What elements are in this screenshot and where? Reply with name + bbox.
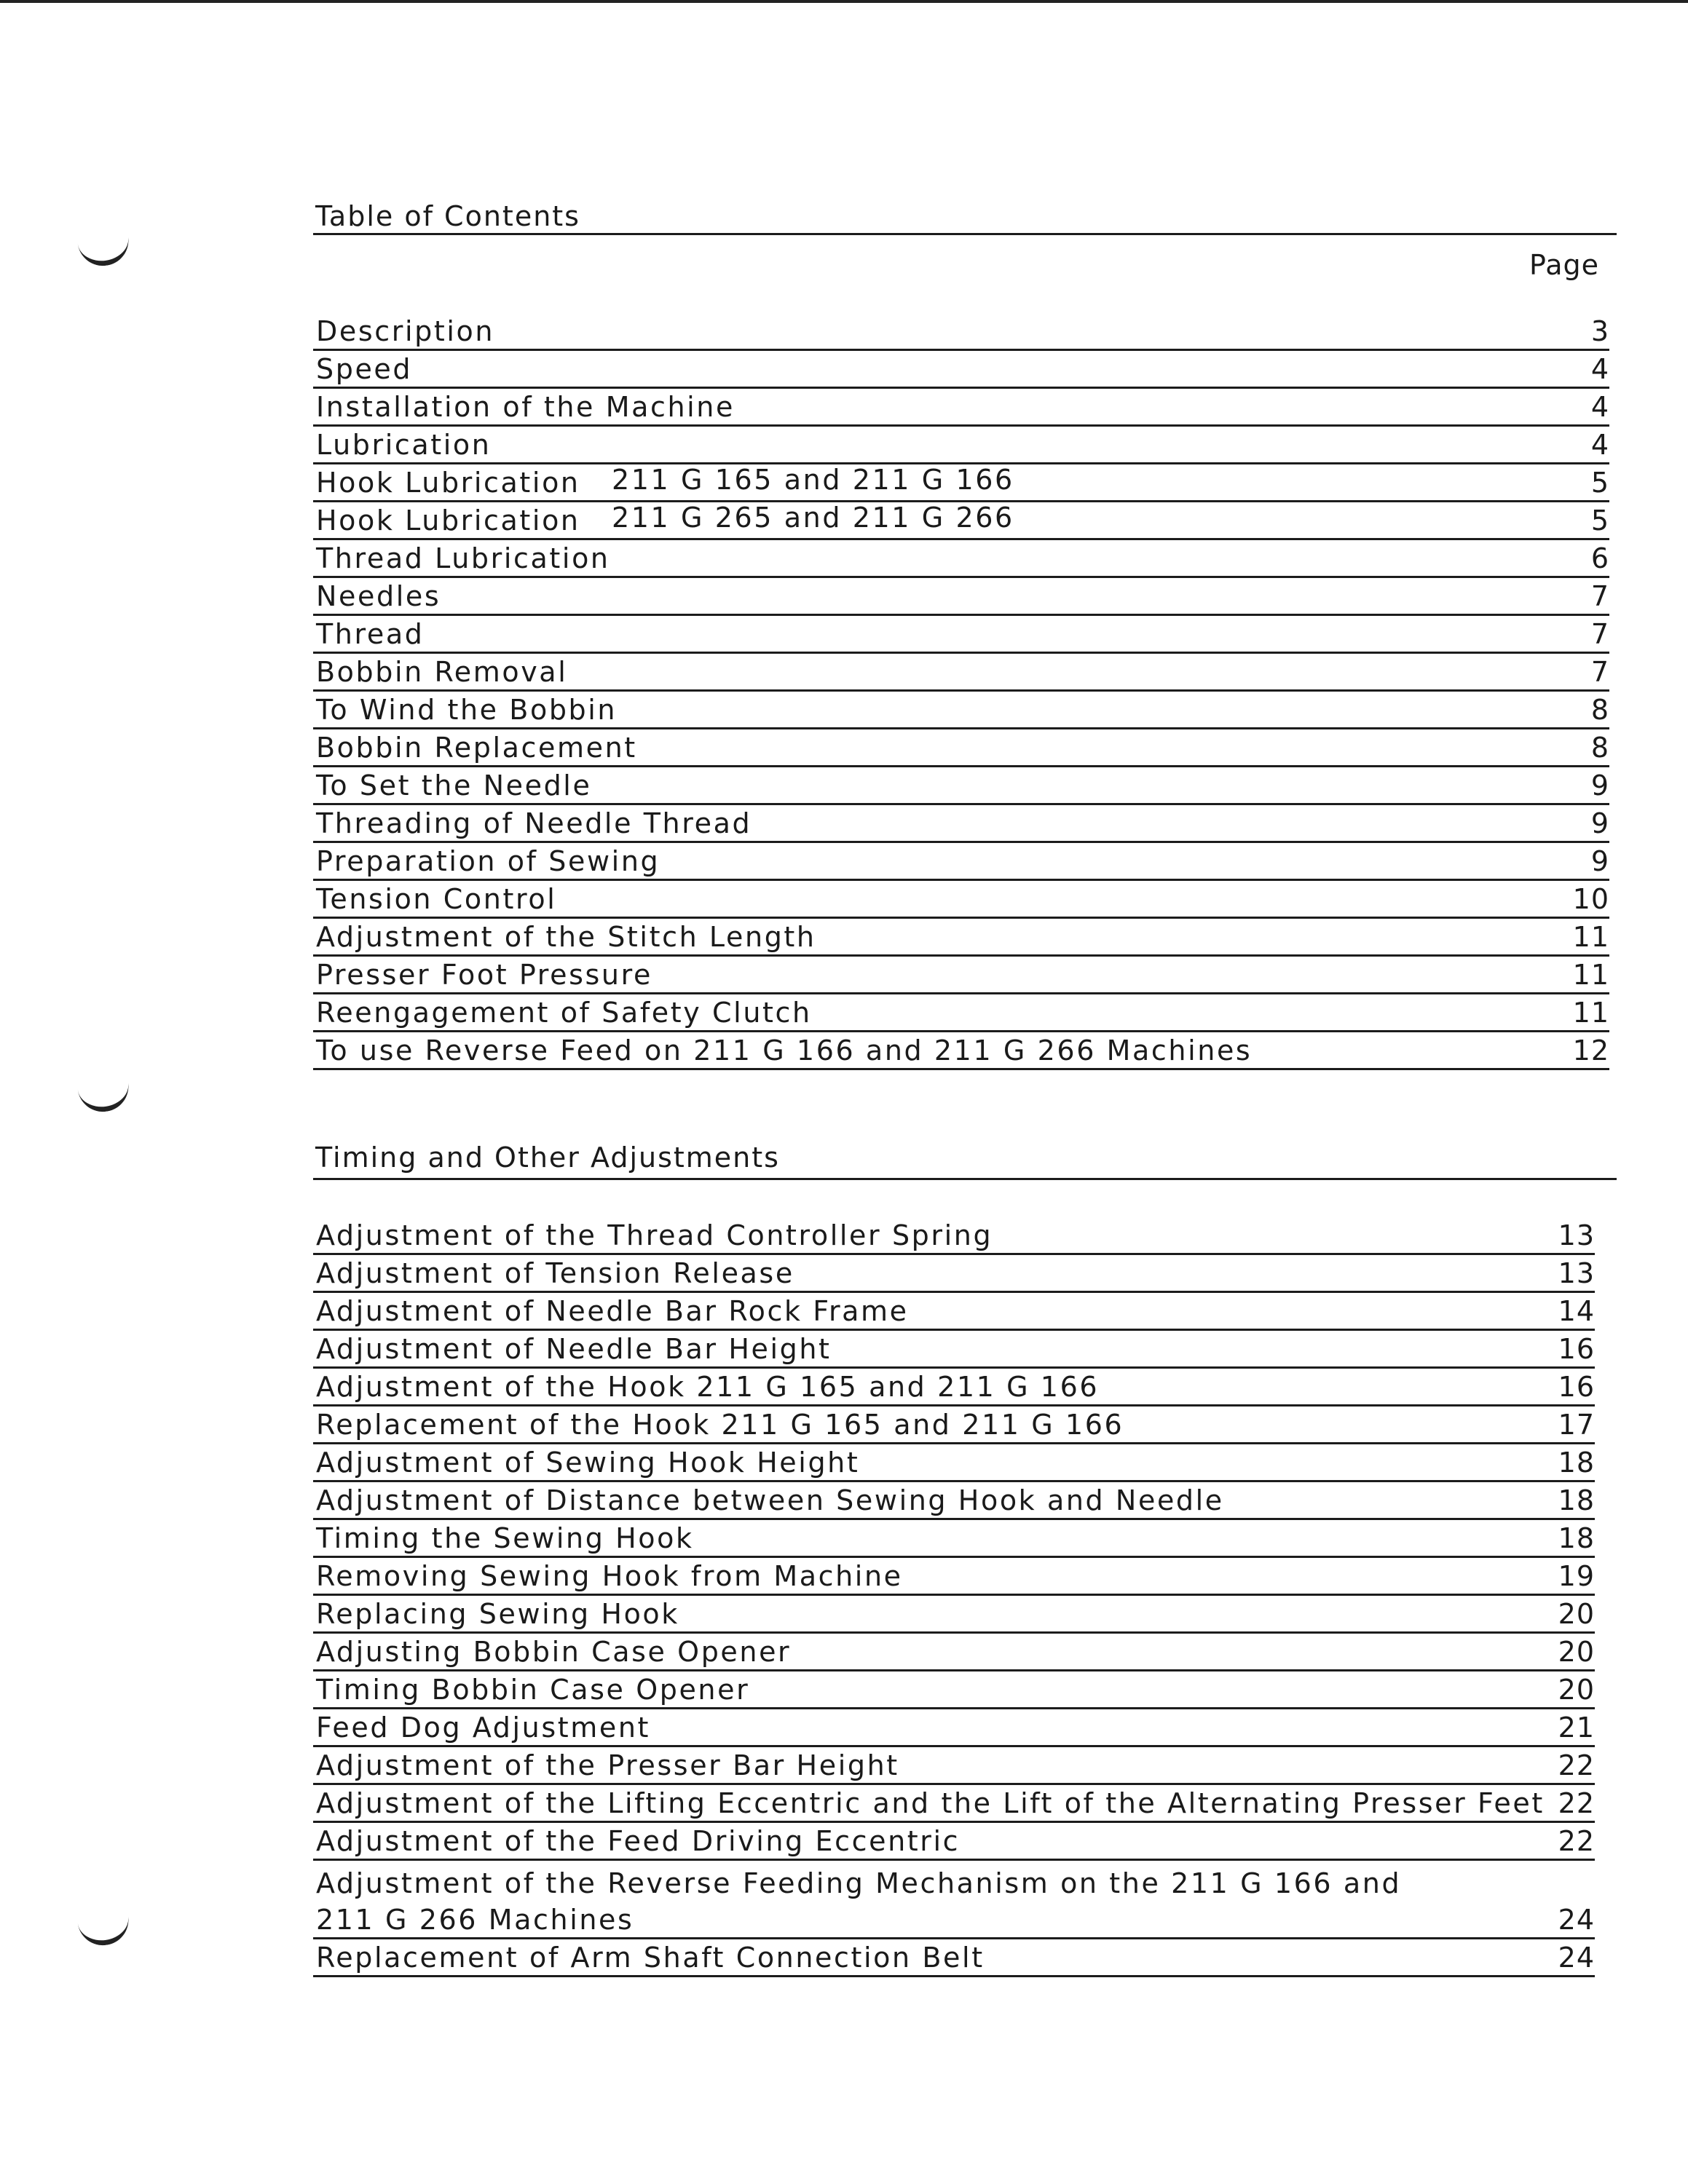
toc-entry bbox=[313, 1293, 1595, 1331]
toc-entry bbox=[313, 1747, 1595, 1785]
toc-entry bbox=[313, 1520, 1595, 1558]
toc-entry bbox=[313, 1406, 1595, 1444]
toc-entry bbox=[313, 692, 1609, 729]
punch-hole-mark bbox=[76, 228, 132, 269]
entry-label: Speed bbox=[316, 353, 413, 386]
entry-label: Description bbox=[316, 315, 495, 348]
toc-entry bbox=[313, 881, 1609, 919]
entry-label: To Wind the Bobbin bbox=[316, 694, 618, 727]
toc-entry bbox=[313, 729, 1609, 767]
entry-label: Removing Sewing Hook from Machine bbox=[316, 1560, 903, 1593]
entry-label: Reengagement of Safety Clutch bbox=[316, 997, 812, 1029]
entry-label: Timing the Sewing Hook bbox=[316, 1522, 694, 1555]
entry-page: 22 bbox=[1558, 1749, 1595, 1782]
entry-label: Installation of the Machine bbox=[316, 391, 735, 424]
toc-list bbox=[313, 313, 1609, 1070]
entry-page: 6 bbox=[1590, 542, 1609, 575]
toc-entry bbox=[313, 464, 1609, 502]
toc-entry bbox=[313, 540, 1609, 578]
entry-label: Adjustment of the Stitch Length bbox=[316, 921, 816, 954]
entry-page: 16 bbox=[1558, 1333, 1595, 1366]
toc-entry bbox=[313, 1785, 1595, 1823]
toc-entry bbox=[313, 654, 1609, 692]
toc-entry bbox=[313, 1331, 1595, 1369]
entry-page: 18 bbox=[1558, 1447, 1595, 1479]
toc-entry bbox=[313, 1709, 1595, 1747]
entry-page: 10 bbox=[1572, 883, 1609, 916]
toc-entry bbox=[313, 427, 1609, 464]
entry-page: 11 bbox=[1572, 921, 1609, 954]
entry-page: 8 bbox=[1590, 694, 1609, 727]
entry-page: 4 bbox=[1590, 429, 1609, 462]
entry-page: 14 bbox=[1558, 1295, 1595, 1328]
page-column-label: Page bbox=[1529, 249, 1599, 281]
toc-entry bbox=[313, 805, 1609, 843]
entry-page: 7 bbox=[1590, 618, 1609, 651]
entry-label: Tension Control bbox=[316, 883, 557, 916]
toc-entry bbox=[313, 1634, 1595, 1671]
entry-page: 7 bbox=[1590, 580, 1609, 613]
toc-entry bbox=[313, 578, 1609, 616]
entry-page: 9 bbox=[1590, 845, 1609, 878]
entry-label: Adjusting Bobbin Case Opener bbox=[316, 1636, 792, 1669]
entry-page: 4 bbox=[1590, 391, 1609, 424]
entry-page: 8 bbox=[1590, 732, 1609, 764]
entry-label: Thread bbox=[316, 618, 425, 651]
entry-page: 18 bbox=[1558, 1522, 1595, 1555]
entry-label: Adjustment of Tension Release bbox=[316, 1257, 794, 1290]
entry-label: Adjustment of Distance between Sewing Hook and Needle bbox=[316, 1484, 1224, 1517]
entry-page: 17 bbox=[1558, 1409, 1595, 1441]
entry-label: Threading of Needle Thread bbox=[316, 807, 752, 840]
entry-page: 5 bbox=[1590, 467, 1609, 499]
entry-page: 22 bbox=[1558, 1787, 1595, 1820]
entry-page: 22 bbox=[1558, 1825, 1595, 1858]
entry-models: 211 G 165 and 211 G 166 bbox=[612, 464, 1014, 496]
toc-entry bbox=[313, 1861, 1595, 1939]
entry-label: Replacement of Arm Shaft Connection Belt bbox=[316, 1942, 985, 1974]
entry-label: Hook Lubrication bbox=[316, 505, 580, 537]
toc-entry bbox=[313, 502, 1609, 540]
entry-label: Adjustment of Sewing Hook Height bbox=[316, 1447, 860, 1479]
entry-label: Hook Lubrication bbox=[316, 467, 580, 499]
toc-entry bbox=[313, 1939, 1595, 1977]
entry-label: Lubrication bbox=[316, 429, 492, 462]
timing-list bbox=[313, 1217, 1595, 1977]
timing-section-title: Timing and Other Adjustments bbox=[315, 1142, 780, 1174]
toc-entry bbox=[313, 1482, 1595, 1520]
entry-label: Adjustment of Needle Bar Rock Frame bbox=[316, 1295, 909, 1328]
entry-label-continued: 211 G 266 Machines bbox=[316, 1904, 634, 1936]
entry-page: 24 bbox=[1558, 1942, 1595, 1974]
entry-label: To Set the Needle bbox=[316, 769, 592, 802]
toc-entry bbox=[313, 843, 1609, 881]
entry-label: Needles bbox=[316, 580, 441, 613]
toc-entry bbox=[313, 351, 1609, 389]
timing-title-rule bbox=[313, 1178, 1617, 1180]
entry-page: 12 bbox=[1572, 1034, 1609, 1067]
toc-entry bbox=[313, 1369, 1595, 1406]
scan-top-edge bbox=[0, 0, 1688, 3]
toc-entry bbox=[313, 1032, 1609, 1070]
entry-page: 9 bbox=[1590, 769, 1609, 802]
entry-label: Adjustment of the Hook 211 G 165 and 211 G 166 bbox=[316, 1371, 1100, 1404]
entry-page: 13 bbox=[1558, 1257, 1595, 1290]
entry-page: 13 bbox=[1558, 1219, 1595, 1252]
entry-label: Preparation of Sewing bbox=[316, 845, 660, 878]
entry-label: Adjustment of the Reverse Feeding Mechanism on the 211 G 166 and bbox=[316, 1867, 1402, 1900]
entry-models: 211 G 265 and 211 G 266 bbox=[612, 502, 1014, 534]
toc-entry bbox=[313, 957, 1609, 994]
entry-page: 11 bbox=[1572, 997, 1609, 1029]
punch-hole-mark bbox=[76, 1074, 132, 1115]
toc-entry bbox=[313, 1671, 1595, 1709]
toc-entry bbox=[313, 1217, 1595, 1255]
toc-entry bbox=[313, 767, 1609, 805]
entry-label: Feed Dog Adjustment bbox=[316, 1712, 651, 1744]
entry-page: 5 bbox=[1590, 505, 1609, 537]
entry-page: 20 bbox=[1558, 1636, 1595, 1669]
entry-label: Adjustment of the Thread Controller Spring bbox=[316, 1219, 993, 1252]
entry-page: 4 bbox=[1590, 353, 1609, 386]
entry-label: Adjustment of Needle Bar Height bbox=[316, 1333, 832, 1366]
entry-label: Adjustment of the Lifting Eccentric and the Lift of the Alternating Presser Feet bbox=[316, 1787, 1545, 1820]
entry-label: Replacement of the Hook 211 G 165 and 211 G 166 bbox=[316, 1409, 1124, 1441]
toc-entry bbox=[313, 389, 1609, 427]
entry-page: 7 bbox=[1590, 656, 1609, 689]
entry-page: 24 bbox=[1558, 1904, 1595, 1936]
entry-page: 19 bbox=[1558, 1560, 1595, 1593]
toc-entry bbox=[313, 1596, 1595, 1634]
toc-entry bbox=[313, 313, 1609, 351]
entry-label: Presser Foot Pressure bbox=[316, 959, 652, 992]
entry-page: 20 bbox=[1558, 1598, 1595, 1631]
entry-label: Bobbin Removal bbox=[316, 656, 568, 689]
toc-entry bbox=[313, 616, 1609, 654]
toc-entry bbox=[313, 994, 1609, 1032]
entry-page: 21 bbox=[1558, 1712, 1595, 1744]
entry-page: 9 bbox=[1590, 807, 1609, 840]
entry-page: 11 bbox=[1572, 959, 1609, 992]
toc-entry bbox=[313, 1558, 1595, 1596]
entry-label: Adjustment of the Presser Bar Height bbox=[316, 1749, 899, 1782]
toc-entry bbox=[313, 919, 1609, 957]
entry-label: Thread Lubrication bbox=[316, 542, 610, 575]
entry-label: To use Reverse Feed on 211 G 166 and 211 G 266 Machines bbox=[316, 1034, 1253, 1067]
entry-label: Bobbin Replacement bbox=[316, 732, 637, 764]
entry-label: Adjustment of the Feed Driving Eccentric bbox=[316, 1825, 961, 1858]
punch-hole-mark bbox=[76, 1907, 132, 1948]
toc-title-rule bbox=[313, 233, 1617, 235]
entry-label: Timing Bobbin Case Opener bbox=[316, 1674, 750, 1706]
toc-entry bbox=[313, 1255, 1595, 1293]
toc-entry bbox=[313, 1823, 1595, 1861]
entry-page: 20 bbox=[1558, 1674, 1595, 1706]
entry-page: 3 bbox=[1590, 315, 1609, 348]
toc-entry bbox=[313, 1444, 1595, 1482]
entry-page: 18 bbox=[1558, 1484, 1595, 1517]
entry-label: Replacing Sewing Hook bbox=[316, 1598, 679, 1631]
toc-title: Table of Contents bbox=[315, 200, 580, 232]
entry-page: 16 bbox=[1558, 1371, 1595, 1404]
